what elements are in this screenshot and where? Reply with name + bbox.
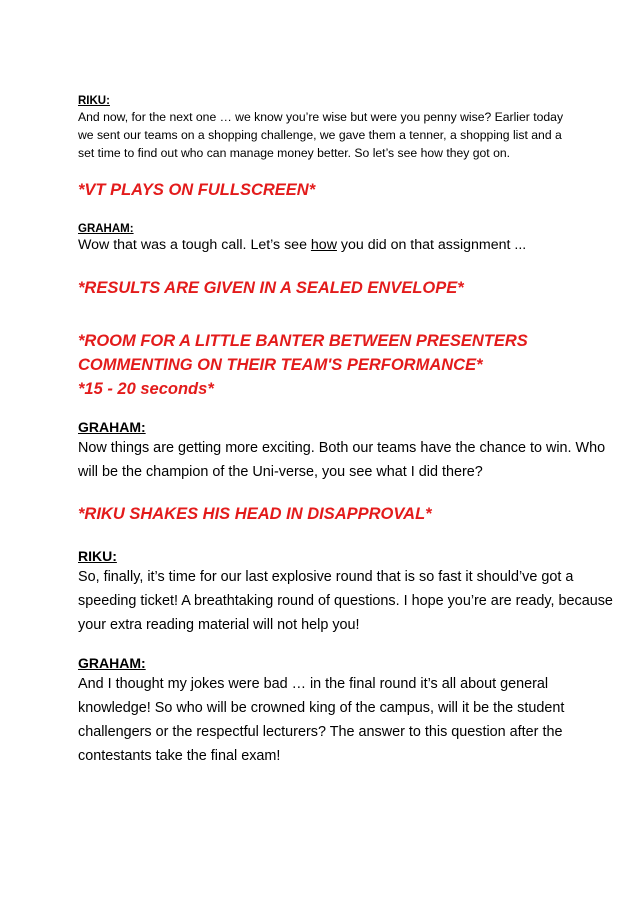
dialogue-line: So, finally, it’s time for our last explosive round that is so fast it should’ve got a (78, 569, 574, 585)
dialogue-line: will be the champion of the Uni-verse, you see what I did there? (78, 464, 483, 480)
dialogue-line: we sent our teams on a shopping challenge, we gave them a tenner, a shopping list and a (78, 128, 562, 142)
stage-direction: *VT PLAYS ON FULLSCREEN* (78, 181, 316, 199)
dialogue-line (78, 236, 578, 254)
underlined-word: how (310, 237, 337, 253)
dialogue-line: Now things are getting more exciting. Both our teams have the chance to win. Who (78, 440, 606, 456)
dialogue-line: set time to find out who can manage money better. So let’s see how they got on. (78, 146, 511, 160)
dialogue-text: you did on that assignment ... (336, 237, 527, 253)
stage-direction: *RIKU SHAKES HIS HEAD IN DISAPPROVAL* (78, 505, 432, 523)
dialogue-line: And now, for the next one … we know you’re wise but were you penny wise? Earlier today (78, 110, 564, 124)
speaker-label-graham: GRAHAM: (78, 419, 146, 435)
speaker-label-riku: RIKU: (78, 548, 117, 564)
script-page (78, 94, 613, 768)
speaker-label-graham: GRAHAM: (78, 655, 146, 671)
dialogue-text: Wow that was a tough call. Let’s see (78, 237, 311, 253)
stage-direction: *RESULTS ARE GIVEN IN A SEALED ENVELOPE* (78, 279, 464, 297)
stage-direction: *15 - 20 seconds* (78, 380, 214, 398)
speaker-label-graham: GRAHAM: (78, 223, 134, 235)
dialogue-line: speeding ticket! A breathtaking round of questions. I hope you’re are ready, because (78, 593, 613, 609)
dialogue-line: And I thought my jokes were bad … in the final round it’s all about general (78, 676, 549, 692)
dialogue-line: knowledge! So who will be crowned king of the campus, will it be the student (78, 700, 565, 716)
stage-direction: COMMENTING ON THEIR TEAM'S PERFORMANCE* (78, 356, 483, 374)
stage-direction: *ROOM FOR A LITTLE BANTER BETWEEN PRESENTERS (78, 332, 528, 350)
dialogue-line: challengers or the respectful lecturers? The answer to this question after the (78, 724, 563, 740)
dialogue-line: your extra reading material will not help you! (78, 617, 360, 633)
speaker-label-riku: RIKU: (78, 95, 110, 107)
dialogue-line: contestants take the final exam! (78, 748, 281, 764)
